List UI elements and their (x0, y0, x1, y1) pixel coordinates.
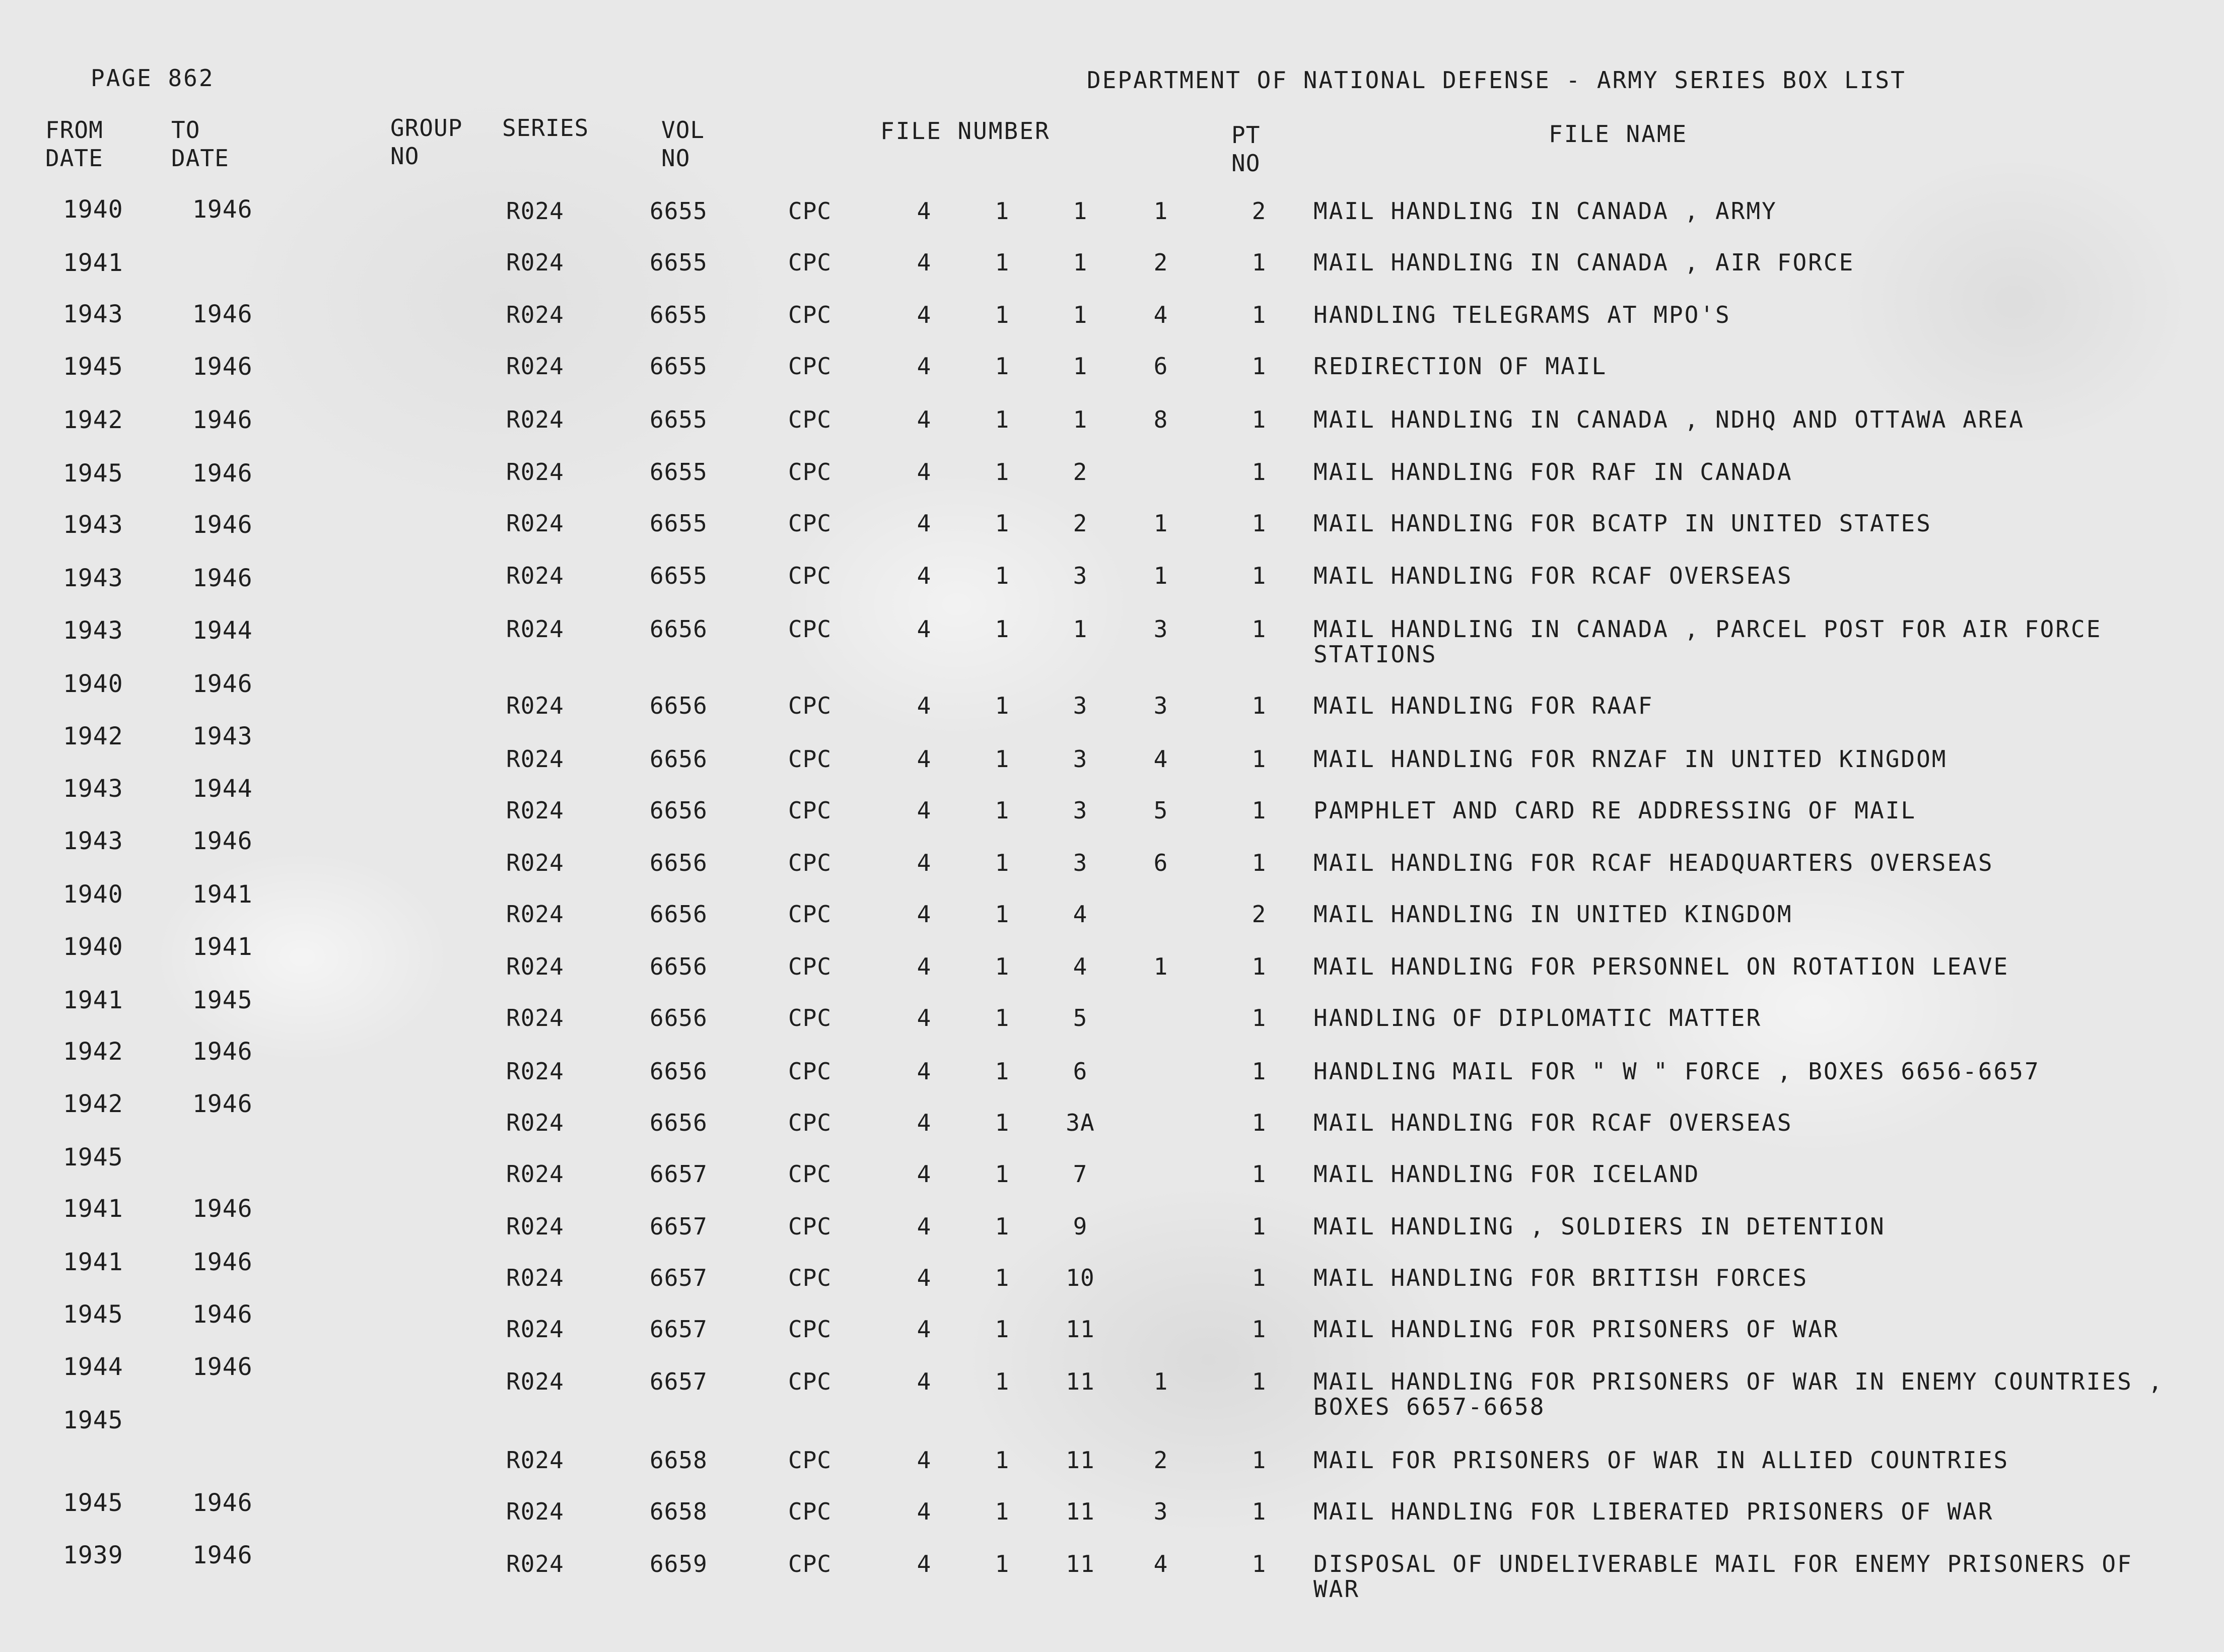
part-number-cell: 1 (1252, 249, 1267, 276)
file-name-cell: PAMPHLET AND CARD RE ADDRESSING OF MAIL (1313, 797, 1917, 824)
volume-cell: 6657 (650, 1264, 708, 1291)
series-cell: R024 (506, 406, 564, 433)
file-number-part-1: 4 (917, 1109, 932, 1136)
file-number-part-2: 1 (995, 301, 1010, 328)
to-date: 1946 (192, 406, 253, 434)
series-cell: R024 (506, 510, 564, 537)
to-date: 1946 (192, 1353, 253, 1381)
file-number-part-1: 4 (917, 1447, 932, 1474)
file-number-part-3: 1 (1073, 301, 1088, 328)
volume-cell: 6656 (650, 953, 708, 980)
part-number-cell: 1 (1252, 692, 1267, 719)
header-from-date: FROM DATE (45, 116, 103, 172)
document-title: DEPARTMENT OF NATIONAL DEFENSE - ARMY SERIES BOX LIST (1087, 66, 1906, 94)
part-number-cell: 1 (1252, 615, 1267, 643)
from-date: 1942 (63, 1090, 123, 1118)
from-date: 1942 (63, 406, 123, 434)
file-prefix-cell: CPC (788, 797, 832, 824)
file-number-part-4: 8 (1153, 406, 1168, 433)
file-prefix-cell: CPC (788, 1550, 832, 1577)
series-cell: R024 (506, 615, 564, 643)
file-number-part-3: 3A (1066, 1109, 1095, 1136)
series-cell: R024 (506, 745, 564, 773)
volume-cell: 6656 (650, 615, 708, 643)
file-prefix-cell: CPC (788, 1316, 832, 1343)
file-number-part-3: 6 (1073, 1058, 1088, 1085)
file-name-cell: MAIL HANDLING FOR BCATP IN UNITED STATES (1313, 510, 1932, 537)
file-number-part-3: 11 (1066, 1447, 1095, 1474)
file-prefix-cell: CPC (788, 615, 832, 643)
from-date: 1942 (63, 1038, 123, 1066)
volume-cell: 6657 (650, 1316, 708, 1343)
from-date: 1945 (63, 459, 123, 488)
volume-cell: 6656 (650, 1058, 708, 1085)
file-number-part-3: 11 (1066, 1550, 1095, 1577)
part-number-cell: 1 (1252, 953, 1267, 980)
volume-cell: 6656 (650, 692, 708, 719)
file-number-part-2: 1 (995, 849, 1010, 876)
from-date: 1940 (63, 195, 123, 224)
to-date: 1946 (192, 1195, 253, 1223)
part-number-cell: 1 (1252, 1498, 1267, 1525)
file-number-part-3: 9 (1073, 1213, 1088, 1240)
to-date: 1944 (192, 616, 253, 645)
volume-cell: 6655 (650, 197, 708, 225)
file-prefix-cell: CPC (788, 1058, 832, 1085)
series-cell: R024 (506, 1498, 564, 1525)
to-date: 1946 (192, 670, 253, 698)
file-number-part-4: 4 (1153, 745, 1168, 773)
file-name-cell: MAIL HANDLING IN CANADA , NDHQ AND OTTAWA AREA (1313, 406, 2025, 433)
file-prefix-cell: CPC (788, 510, 832, 537)
file-name-cell: MAIL HANDLING FOR LIBERATED PRISONERS OF WAR (1313, 1498, 1994, 1525)
part-number-cell: 1 (1252, 797, 1267, 824)
from-date: 1943 (63, 564, 123, 592)
series-cell: R024 (506, 1447, 564, 1474)
series-cell: R024 (506, 901, 564, 928)
series-cell: R024 (506, 301, 564, 328)
file-name-cell: DISPOSAL OF UNDELIVERABLE MAIL FOR ENEMY PRISONERS OF WAR (1313, 1550, 2133, 1603)
file-number-part-1: 4 (917, 1160, 932, 1188)
volume-cell: 6656 (650, 745, 708, 773)
from-date: 1941 (63, 249, 123, 277)
series-cell: R024 (506, 249, 564, 276)
file-name-cell: MAIL HANDLING FOR RCAF HEADQUARTERS OVERSEAS (1313, 849, 1994, 876)
header-file-number: FILE NUMBER (880, 117, 1051, 145)
header-vol-no: VOL NO (661, 116, 705, 172)
to-date: 1946 (192, 1248, 253, 1276)
part-number-cell: 1 (1252, 562, 1267, 589)
volume-cell: 6655 (650, 249, 708, 276)
file-name-cell: MAIL HANDLING FOR RCAF OVERSEAS (1313, 562, 1793, 589)
file-number-part-1: 4 (917, 745, 932, 773)
to-date: 1941 (192, 880, 253, 909)
to-date: 1946 (192, 353, 253, 381)
file-number-part-4: 1 (1153, 1368, 1168, 1395)
file-prefix-cell: CPC (788, 745, 832, 773)
volume-cell: 6655 (650, 406, 708, 433)
volume-cell: 6655 (650, 562, 708, 589)
from-date: 1944 (63, 1353, 123, 1381)
part-number-cell: 1 (1252, 1316, 1267, 1343)
from-date: 1940 (63, 670, 123, 698)
to-date: 1946 (192, 1300, 253, 1329)
from-date: 1945 (63, 1406, 123, 1434)
series-cell: R024 (506, 1213, 564, 1240)
to-date: 1946 (192, 300, 253, 328)
page-label: PAGE 862 (91, 64, 215, 92)
file-number-part-4: 6 (1153, 353, 1168, 380)
header-file-name: FILE NAME (1549, 120, 1688, 148)
file-number-part-3: 1 (1073, 353, 1088, 380)
file-number-part-4: 4 (1153, 1550, 1168, 1577)
file-number-part-4: 2 (1153, 1447, 1168, 1474)
volume-cell: 6656 (650, 1109, 708, 1136)
from-date: 1942 (63, 722, 123, 750)
volume-cell: 6655 (650, 458, 708, 486)
to-date: 1944 (192, 775, 253, 803)
from-date: 1945 (63, 353, 123, 381)
file-number-part-4: 5 (1153, 797, 1168, 824)
file-number-part-1: 4 (917, 406, 932, 433)
file-name-cell: MAIL HANDLING IN CANADA , ARMY (1313, 197, 1777, 225)
from-date: 1945 (63, 1300, 123, 1329)
series-cell: R024 (506, 1368, 564, 1395)
file-number-part-2: 1 (995, 953, 1010, 980)
part-number-cell: 1 (1252, 353, 1267, 380)
file-number-part-4: 6 (1153, 849, 1168, 876)
file-number-part-1: 4 (917, 1498, 932, 1525)
series-cell: R024 (506, 458, 564, 486)
file-name-cell: MAIL HANDLING FOR RAAF (1313, 692, 1654, 719)
from-date: 1941 (63, 1195, 123, 1223)
to-date: 1946 (192, 1541, 253, 1569)
file-name-cell: HANDLING TELEGRAMS AT MPO'S (1313, 301, 1731, 328)
file-number-part-1: 4 (917, 692, 932, 719)
file-number-part-3: 11 (1066, 1316, 1095, 1343)
volume-cell: 6655 (650, 353, 708, 380)
series-cell: R024 (506, 1550, 564, 1577)
series-cell: R024 (506, 1058, 564, 1085)
file-name-cell: MAIL FOR PRISONERS OF WAR IN ALLIED COUNTRIES (1313, 1447, 2009, 1474)
file-number-part-4: 3 (1153, 615, 1168, 643)
file-number-part-1: 4 (917, 849, 932, 876)
file-number-part-2: 1 (995, 1316, 1010, 1343)
file-name-cell: MAIL HANDLING FOR BRITISH FORCES (1313, 1264, 1809, 1291)
volume-cell: 6656 (650, 1004, 708, 1031)
from-date: 1939 (63, 1541, 123, 1569)
file-number-part-3: 3 (1073, 562, 1088, 589)
file-number-part-2: 1 (995, 1550, 1010, 1577)
file-number-part-3: 1 (1073, 615, 1088, 643)
volume-cell: 6656 (650, 849, 708, 876)
series-cell: R024 (506, 953, 564, 980)
file-name-cell: MAIL HANDLING FOR RCAF OVERSEAS (1313, 1109, 1793, 1136)
file-number-part-3: 2 (1073, 458, 1088, 486)
file-name-cell: REDIRECTION OF MAIL (1313, 353, 1608, 380)
to-date: 1946 (192, 195, 253, 224)
file-prefix-cell: CPC (788, 406, 832, 433)
file-name-cell: HANDLING MAIL FOR " W " FORCE , BOXES 6656-6657 (1313, 1058, 2040, 1085)
volume-cell: 6659 (650, 1550, 708, 1577)
file-number-part-1: 4 (917, 249, 932, 276)
file-number-part-2: 1 (995, 1368, 1010, 1395)
file-prefix-cell: CPC (788, 1498, 832, 1525)
file-number-part-2: 1 (995, 1213, 1010, 1240)
header-group-no: GROUP NO (390, 114, 463, 170)
volume-cell: 6657 (650, 1213, 708, 1240)
file-prefix-cell: CPC (788, 562, 832, 589)
file-number-part-2: 1 (995, 353, 1010, 380)
part-number-cell: 1 (1252, 1368, 1267, 1395)
file-number-part-2: 1 (995, 1004, 1010, 1031)
file-number-part-3: 3 (1073, 692, 1088, 719)
file-prefix-cell: CPC (788, 953, 832, 980)
from-date: 1943 (63, 616, 123, 645)
file-prefix-cell: CPC (788, 1004, 832, 1031)
file-number-part-3: 1 (1073, 249, 1088, 276)
file-number-part-3: 4 (1073, 901, 1088, 928)
part-number-cell: 1 (1252, 1004, 1267, 1031)
file-number-part-1: 4 (917, 1004, 932, 1031)
part-number-cell: 1 (1252, 458, 1267, 486)
file-number-part-2: 1 (995, 562, 1010, 589)
to-date: 1943 (192, 722, 253, 750)
series-cell: R024 (506, 692, 564, 719)
part-number-cell: 1 (1252, 745, 1267, 773)
file-number-part-1: 4 (917, 1316, 932, 1343)
file-number-part-4: 1 (1153, 510, 1168, 537)
part-number-cell: 1 (1252, 1264, 1267, 1291)
from-date: 1941 (63, 1248, 123, 1276)
series-cell: R024 (506, 1160, 564, 1188)
file-number-part-1: 4 (917, 953, 932, 980)
file-number-part-2: 1 (995, 615, 1010, 643)
to-date: 1946 (192, 827, 253, 855)
file-number-part-3: 10 (1066, 1264, 1095, 1291)
part-number-cell: 1 (1252, 510, 1267, 537)
file-prefix-cell: CPC (788, 692, 832, 719)
file-number-part-3: 4 (1073, 953, 1088, 980)
series-cell: R024 (506, 849, 564, 876)
file-number-part-2: 1 (995, 197, 1010, 225)
to-date: 1946 (192, 511, 253, 539)
to-date: 1946 (192, 1038, 253, 1066)
file-name-cell: MAIL HANDLING IN CANADA , AIR FORCE (1313, 249, 1855, 276)
file-name-cell: MAIL HANDLING FOR ICELAND (1313, 1160, 1700, 1188)
file-number-part-2: 1 (995, 1058, 1010, 1085)
part-number-cell: 1 (1252, 1447, 1267, 1474)
from-date: 1943 (63, 827, 123, 855)
volume-cell: 6655 (650, 301, 708, 328)
series-cell: R024 (506, 197, 564, 225)
from-date: 1941 (63, 986, 123, 1014)
file-prefix-cell: CPC (788, 1160, 832, 1188)
file-prefix-cell: CPC (788, 1264, 832, 1291)
file-number-part-3: 1 (1073, 406, 1088, 433)
part-number-cell: 1 (1252, 1550, 1267, 1577)
file-number-part-2: 1 (995, 458, 1010, 486)
file-number-part-1: 4 (917, 458, 932, 486)
from-date: 1945 (63, 1143, 123, 1172)
file-number-part-2: 1 (995, 797, 1010, 824)
series-cell: R024 (506, 353, 564, 380)
header-to-date: TO DATE (171, 116, 229, 172)
part-number-cell: 1 (1252, 1160, 1267, 1188)
file-name-cell: MAIL HANDLING FOR PRISONERS OF WAR IN ENEMY COUNTRIES , BOXES 6657-6658 (1313, 1368, 2164, 1420)
series-cell: R024 (506, 1316, 564, 1343)
file-number-part-3: 3 (1073, 797, 1088, 824)
file-name-cell: MAIL HANDLING FOR RAF IN CANADA (1313, 458, 1793, 486)
to-date: 1946 (192, 1090, 253, 1118)
file-number-part-4: 1 (1153, 562, 1168, 589)
from-date: 1940 (63, 933, 123, 961)
file-number-part-4: 2 (1153, 249, 1168, 276)
from-date: 1945 (63, 1489, 123, 1517)
file-prefix-cell: CPC (788, 249, 832, 276)
file-number-part-1: 4 (917, 1550, 932, 1577)
part-number-cell: 1 (1252, 301, 1267, 328)
file-prefix-cell: CPC (788, 1447, 832, 1474)
part-number-cell: 1 (1252, 1058, 1267, 1085)
file-number-part-3: 3 (1073, 745, 1088, 773)
file-prefix-cell: CPC (788, 1213, 832, 1240)
from-date: 1943 (63, 300, 123, 328)
file-number-part-1: 4 (917, 301, 932, 328)
file-number-part-3: 7 (1073, 1160, 1088, 1188)
file-prefix-cell: CPC (788, 458, 832, 486)
file-number-part-1: 4 (917, 1264, 932, 1291)
file-number-part-1: 4 (917, 1368, 932, 1395)
part-number-cell: 2 (1252, 901, 1267, 928)
file-number-part-4: 3 (1153, 692, 1168, 719)
file-prefix-cell: CPC (788, 1109, 832, 1136)
file-number-part-2: 1 (995, 510, 1010, 537)
file-number-part-1: 4 (917, 1213, 932, 1240)
file-number-part-2: 1 (995, 745, 1010, 773)
page-number: 862 (168, 64, 215, 92)
file-number-part-1: 4 (917, 353, 932, 380)
file-number-part-4: 1 (1153, 953, 1168, 980)
file-number-part-1: 4 (917, 510, 932, 537)
file-number-part-1: 4 (917, 1058, 932, 1085)
file-prefix-cell: CPC (788, 301, 832, 328)
file-number-part-2: 1 (995, 249, 1010, 276)
file-prefix-cell: CPC (788, 1368, 832, 1395)
to-date: 1946 (192, 1489, 253, 1517)
file-name-cell: MAIL HANDLING IN CANADA , PARCEL POST FOR AIR FORCE STATIONS (1313, 615, 2102, 668)
to-date: 1945 (192, 986, 253, 1014)
part-number-cell: 1 (1252, 406, 1267, 433)
to-date: 1941 (192, 933, 253, 961)
file-number-part-3: 11 (1066, 1498, 1095, 1525)
part-number-cell: 1 (1252, 1109, 1267, 1136)
file-prefix-cell: CPC (788, 197, 832, 225)
file-number-part-1: 4 (917, 901, 932, 928)
volume-cell: 6658 (650, 1498, 708, 1525)
file-name-cell: MAIL HANDLING FOR RNZAF IN UNITED KINGDOM (1313, 745, 1948, 773)
file-number-part-3: 3 (1073, 849, 1088, 876)
series-cell: R024 (506, 1004, 564, 1031)
file-number-part-1: 4 (917, 562, 932, 589)
series-cell: R024 (506, 1264, 564, 1291)
file-number-part-2: 1 (995, 692, 1010, 719)
from-date: 1940 (63, 880, 123, 909)
file-number-part-2: 1 (995, 1447, 1010, 1474)
volume-cell: 6655 (650, 510, 708, 537)
file-number-part-2: 1 (995, 1160, 1010, 1188)
file-number-part-2: 1 (995, 1264, 1010, 1291)
file-number-part-2: 1 (995, 1498, 1010, 1525)
volume-cell: 6657 (650, 1160, 708, 1188)
file-number-part-3: 11 (1066, 1368, 1095, 1395)
file-number-part-4: 3 (1153, 1498, 1168, 1525)
file-name-cell: MAIL HANDLING IN UNITED KINGDOM (1313, 901, 1793, 928)
header-pt-no: PT NO (1231, 121, 1261, 177)
file-number-part-1: 4 (917, 615, 932, 643)
file-name-cell: MAIL HANDLING FOR PRISONERS OF WAR (1313, 1316, 1839, 1343)
part-number-cell: 2 (1252, 197, 1267, 225)
to-date: 1946 (192, 564, 253, 592)
file-name-cell: MAIL HANDLING , SOLDIERS IN DETENTION (1313, 1213, 1886, 1240)
file-number-part-3: 1 (1073, 197, 1088, 225)
file-number-part-4: 4 (1153, 301, 1168, 328)
file-number-part-2: 1 (995, 406, 1010, 433)
file-number-part-3: 2 (1073, 510, 1088, 537)
file-number-part-2: 1 (995, 1109, 1010, 1136)
file-name-cell: MAIL HANDLING FOR PERSONNEL ON ROTATION LEAVE (1313, 953, 2009, 980)
file-prefix-cell: CPC (788, 849, 832, 876)
file-prefix-cell: CPC (788, 353, 832, 380)
to-date: 1946 (192, 459, 253, 488)
file-number-part-3: 5 (1073, 1004, 1088, 1031)
file-number-part-1: 4 (917, 197, 932, 225)
part-number-cell: 1 (1252, 849, 1267, 876)
volume-cell: 6656 (650, 901, 708, 928)
part-number-cell: 1 (1252, 1213, 1267, 1240)
file-number-part-1: 4 (917, 797, 932, 824)
series-cell: R024 (506, 562, 564, 589)
series-cell: R024 (506, 797, 564, 824)
file-name-cell: HANDLING OF DIPLOMATIC MATTER (1313, 1004, 1762, 1031)
from-date: 1943 (63, 511, 123, 539)
file-number-part-2: 1 (995, 901, 1010, 928)
series-cell: R024 (506, 1109, 564, 1136)
volume-cell: 6657 (650, 1368, 708, 1395)
file-prefix-cell: CPC (788, 901, 832, 928)
volume-cell: 6658 (650, 1447, 708, 1474)
header-series: SERIES (502, 114, 589, 142)
from-date: 1943 (63, 775, 123, 803)
volume-cell: 6656 (650, 797, 708, 824)
file-number-part-4: 1 (1153, 197, 1168, 225)
